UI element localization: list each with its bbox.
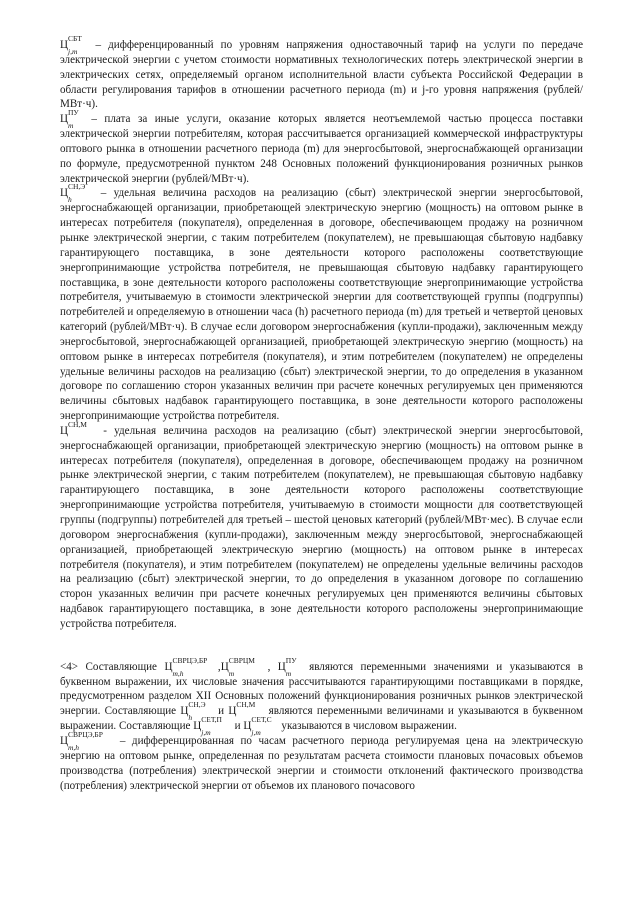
symbol-c-pu: Ц ПУ m bbox=[60, 108, 79, 131]
paragraph-gap bbox=[60, 632, 583, 660]
symbol-c-sne-2: Ц СН,Э h bbox=[180, 700, 206, 723]
definition-paragraph-sales-capacity: Ц СН,М - удельная величина расходов на реализацию (сбыт) электрической энергии энергосбытовой, энергоснабжающей организации, приобретающей электрическую энергию (мощность) на оптовом рынке в интересах потребителя (покупателя), определенная в договоре, обеспечивающем продажу на розничном рынке электрической энергии, с таким потребителем (покупателем), не превышающая сбытовую надбавку гарантирующего поставщика, в зоне деятельности которого расположены соответствующие энергопринимающие устройства потребителя, учитываемую в стоимости мощности для соответствующей группы (подгруппы) потребителей для третьей – шестой ценовых категорий (рублей/МВт·мес). В случае если договором энергоснабжения (купли-продажи), заключенным между энергосбытовой, энергоснабжающей организацией, приобретающей электрическую энергию (мощность) на оптовом рынке в интересах потребителя (покупателя), и этим потребителем (покупателем) не определены удельные величины расходов на реализацию (сбыт) электрической энергии, то до определения в указанном договоре по соглашению сторон указанных величин при расчете конечных регулируемых цен применяются величины сбытовых надбавок гарантирующего поставщика, в зоне деятельности которого расположены энергопринимающие устройства потребителя. bbox=[60, 419, 583, 630]
symbol-c-svrce-br: Ц СВРЦЭ,БР m,h bbox=[164, 655, 208, 678]
definition-paragraph-wholesale-price: Ц СВРЦЭ,БР m,h – дифференцированная по часам расчетного периода регулируемая цена на электрическую энергию на оптовом рынке, определенная по результатам расчета стоимости плановых почасовых объемов производства (потребления) электрической энергии и стоимости отклонений фактического производства (потребления) электрической энергии от объемов их планового почасового bbox=[60, 729, 583, 792]
symbol-c-set-p: Ц СЕТ,П j,m bbox=[193, 715, 222, 738]
symbol-c-sne: Ц СН,Э h bbox=[60, 182, 86, 205]
symbol-c-pu-2: Ц ПУ m bbox=[277, 655, 297, 678]
symbol-c-sbt: Ц СБТ j,m bbox=[60, 34, 82, 56]
symbol-c-set-s: Ц СЕТ,С j,m bbox=[243, 715, 272, 738]
definition-paragraph-tariff: Ц СБТ j,m – дифференцированный по уровням напряжения одноставочный тариф на услуги по передаче электрической энергии с учетом стоимости нормативных технологических потерь электрической энергии в электрических сетях, определяемый органом исполнительной власти субъекта Российской Федерации в области регулирования тарифов в отношении расчетного периода (m) и j-го уровня напряжения (рублей/МВт·ч). bbox=[60, 34, 583, 111]
symbol-c-svrce-br-2: Ц СВРЦЭ,БР m,h bbox=[60, 729, 103, 752]
symbol-c-snm: Ц СН,М bbox=[60, 419, 87, 437]
symbol-c-snm-2: Ц СН,М bbox=[228, 700, 256, 718]
document-page bbox=[60, 34, 584, 793]
footnote-4-paragraph: <4> Составляющие Ц СВРЦЭ,БР m,h ,Ц СВРЦМ m , Ц ПУ m являются переменными значениями и указываются в буквенном выражении, их числовые значения рассчитываются гарантирующими поставщиками в порядке, предусмотренном разделом XII Основных положений функционирования розничных рынков электрической энергии. Составляющие Ц СН,Э h и Ц СН,М являются переменными величинами и указываются в буквенном выражении. Составляющие Ц СЕТ,П j,m и Ц СЕТ,С j,m указываются в числовом выражении. bbox=[60, 655, 584, 738]
definition-paragraph-sales-energy: Ц СН,Э h – удельная величина расходов на реализацию (сбыт) электрической энергии энергосбытовой, энергоснабжающей организации, приобретающей электрическую энергию (мощность) на оптовом рынке в интересах потребителя (покупателя), определенная в договоре, обеспечивающем продажу на розничном рынке электрической энергии, с таким потребителем (покупателем), не превышающая сбытовую надбавку гарантирующего поставщика, в зоне деятельности которого расположены соответствующие энергопринимающие устройства потребителя, не превышающая сбытовую надбавку гарантирующего поставщика, в зоне деятельности которого расположены соответствующие энергопринимающие устройства потребителя, учитываемую в стоимости электрической энергии для соответствующей группы (подгруппы) потребителей и определяемую в отношении часа (h) расчетного периода (m) для третьей и четвертой ценовых категорий (рублей/МВт·ч). В случае если договором энергоснабжения (купли-продажи), заключенным между энергосбытовой, энергоснабжающей организацией, приобретающей электрическую энергию (мощность) на оптовом рынке в интересах потребителя (покупателя), и этим потребителем (покупателем) не определены удельные величины расходов на реализацию (сбыт) электрической энергии, то до определения в указанном договоре по соглашению сторон указанных величин при расчете конечных регулируемых цен применяются величины сбытовых надбавок гарантирующего поставщика, в зоне деятельности которого расположены энергопринимающие устройства потребителя. bbox=[60, 182, 583, 423]
definition-paragraph-other-services: Ц ПУ m – плата за иные услуги, оказание которых является неотъемлемой частью процесса поставки электрической энергии потребителям, которая рассчитывается организацией коммерческой инфраструктуры оптового рынка в отношении расчетного периода (m) для энергосбытовой, энергоснабжающей организации по формуле, предусмотренной пунктом 248 Основных положений функционирования розничных рынков электрической энергии (рублей/МВт·ч). bbox=[60, 108, 583, 185]
symbol-c-svrcm: Ц СВРЦМ m bbox=[220, 655, 255, 678]
